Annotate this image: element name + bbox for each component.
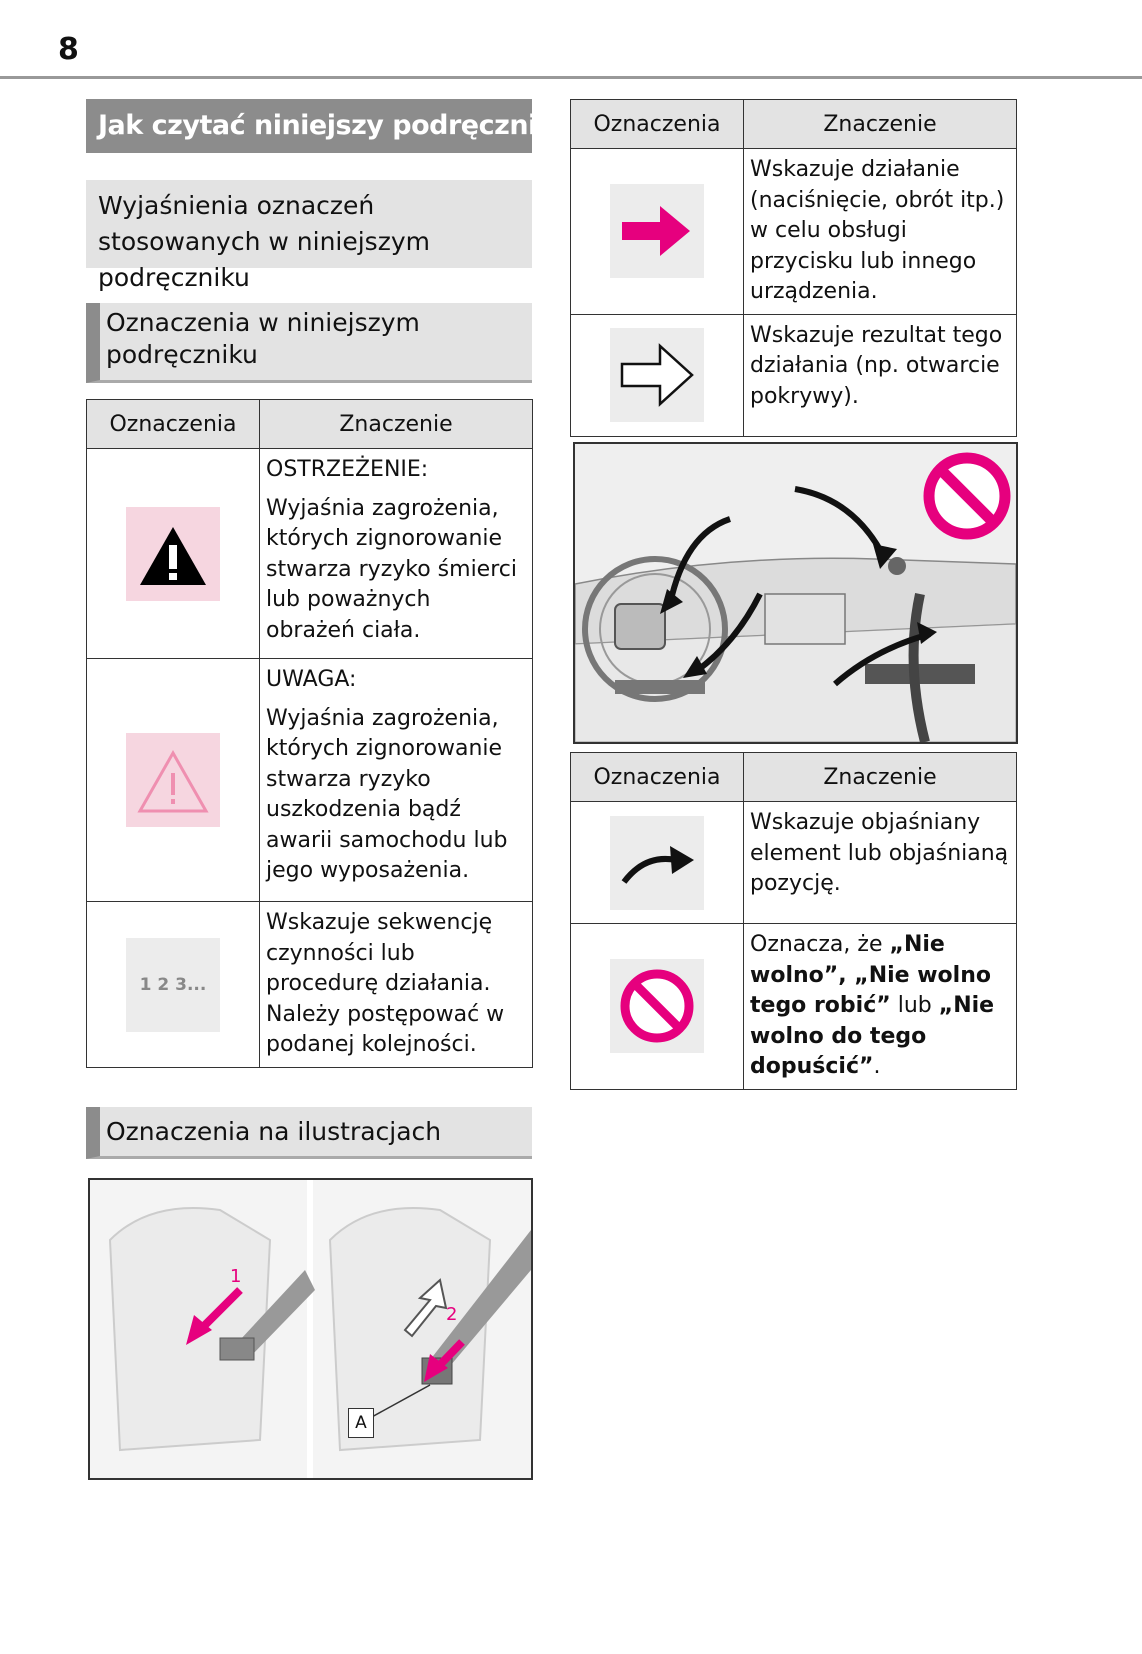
section-heading-illustrations: Oznaczenia na ilustracjach bbox=[86, 1107, 532, 1159]
subtitle-box: Wyjaśnienia oznaczeń stosowanych w niniejszym podręczniku bbox=[86, 180, 532, 268]
prohibition-text-b: „Nie wolno”, „Nie wolno tego robić” bbox=[750, 932, 991, 1018]
caution-triangle-outline-icon bbox=[126, 733, 220, 827]
warning-triangle-filled-icon bbox=[126, 507, 220, 601]
page-title: Jak czytać niniejszy podręcznik bbox=[86, 99, 532, 153]
table-row bbox=[571, 802, 1017, 924]
table-row bbox=[571, 149, 1017, 315]
symbols-table-right-bottom bbox=[570, 752, 1017, 1090]
step-2-number: 2 bbox=[446, 1304, 458, 1325]
symbols-table-right-top bbox=[570, 99, 1017, 437]
prohibition-text-a: Oznacza, że bbox=[750, 932, 890, 957]
caution-text: Wyjaśnia zagrożenia, których zignorowanie stwarza ryzyko uszkodzenia bądź awarii samochodu lub jego wyposażenia. bbox=[266, 705, 508, 883]
section-heading-symbols: Oznaczenia w niniejszym podręczniku bbox=[86, 303, 532, 383]
column-header-meaning: Znaczenie bbox=[744, 753, 1017, 802]
callout-a: A bbox=[348, 1408, 374, 1438]
prohibition-text-e: . bbox=[873, 1054, 881, 1079]
pointer-arrow-text: Wskazuje objaśniany element lub objaśnianą pozycję. bbox=[750, 810, 1009, 896]
column-header-symbols: Oznaczenia bbox=[87, 400, 260, 449]
page-number: 8 bbox=[58, 32, 79, 67]
header-rule bbox=[0, 76, 1142, 79]
table-row bbox=[87, 902, 533, 1068]
symbols-table-left bbox=[86, 399, 533, 1068]
column-header-meaning: Znaczenie bbox=[260, 400, 533, 449]
sequence-123-icon bbox=[126, 938, 220, 1032]
result-arrow-text: Wskazuje rezultat tego działania (np. otwarcie pokrywy). bbox=[750, 322, 1003, 409]
column-header-symbols: Oznaczenia bbox=[571, 753, 744, 802]
table-row bbox=[87, 449, 533, 659]
prohibition-text-c: lub bbox=[890, 993, 939, 1018]
column-header-meaning: Znaczenie bbox=[744, 100, 1017, 149]
caution-label: UWAGA: bbox=[266, 667, 357, 692]
column-header-symbols: Oznaczenia bbox=[571, 100, 744, 149]
seatbelt-illustration bbox=[88, 1178, 533, 1480]
step-1-number: 1 bbox=[230, 1266, 242, 1287]
table-row bbox=[87, 659, 533, 902]
curved-black-arrow-icon bbox=[610, 816, 704, 910]
prohibition-text-d: „Nie wolno do tego dopuścić” bbox=[750, 993, 995, 1079]
action-arrow-text: Wskazuje działanie (naciśnięcie, obrót itp.) w celu obsługi przycisku lub innego urządzenia. bbox=[750, 157, 1005, 304]
warning-label: OSTRZEŻENIE: bbox=[266, 457, 429, 482]
table-row bbox=[571, 314, 1017, 436]
dashboard-illustration bbox=[573, 442, 1018, 744]
pink-arrow-right-icon bbox=[610, 184, 704, 278]
outline-arrow-right-icon bbox=[610, 328, 704, 422]
table-row bbox=[571, 924, 1017, 1090]
prohibition-sign-icon bbox=[610, 959, 704, 1053]
sequence-text: Wskazuje sekwencję czynności lub procedurę działania. Należy postępować w podanej kolejności. bbox=[266, 910, 505, 1057]
warning-text: Wyjaśnia zagrożenia, których zignorowanie stwarza ryzyko śmierci lub poważnych obrażeń ciała. bbox=[266, 495, 517, 643]
sequence-icon-text: 1 2 3... bbox=[139, 974, 207, 995]
